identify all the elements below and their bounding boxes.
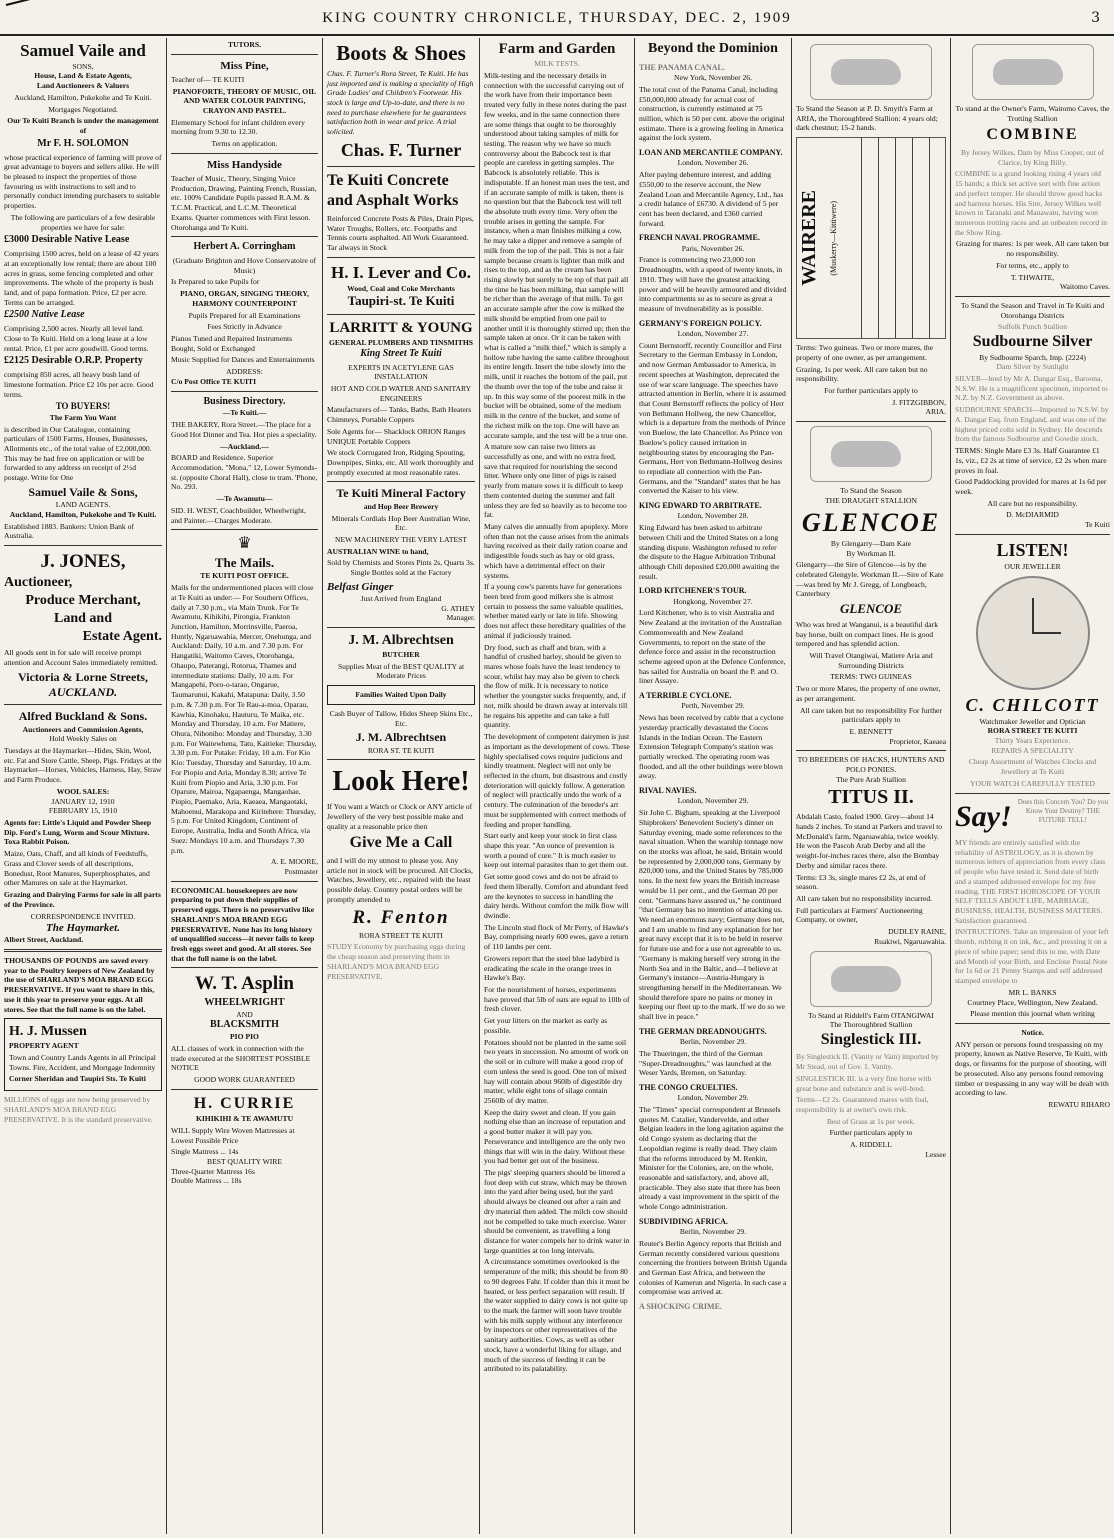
ad-text: The following are particulars of a few desirable properties we have for sale: <box>10 212 156 232</box>
ad-text: EXPERTS IN ACETYLENE GAS INSTALLATION <box>348 362 454 382</box>
ad-text: ECONOMICAL housekeepers are now preparing to put down their supplies of preserved eggs. There is no preservative like SHARLAND'S MOA BRAND EGG PRESERVATIVE. None has its long history of unqualified success—it never fails to keep fresh eggs sweet and good. At all stores. See that the full name is on the label. <box>171 885 315 963</box>
ad-text: By Jersey Wilkes, Dam by Miss Cooper, out of Clarice, by King Billy. <box>960 147 1105 167</box>
ad-text: Elementary School for infant children every morning from 9.30 to 12.30. <box>171 117 305 137</box>
ad-text: Just Arrived from England <box>360 593 442 603</box>
ad-text: We stock Corrugated Iron, Ridging Spouting, Downpipes, Sinks, etc. All work thoroughly and promptly executed at most reasonable rates. <box>327 448 474 477</box>
ad-text: T. THWAITE, <box>1010 272 1055 282</box>
ad-text: Who was bred at Wanganui, is a beautiful dark bay horse, built on compact lines. He is good tempered and has splendid action. <box>796 619 939 649</box>
horse-illustration <box>810 426 932 482</box>
article-subhead: SUBDIVIDING AFRICA. <box>639 1216 728 1226</box>
ad-text: Comprising 2,500 acres. Nearly all level land. Close to Te Kuiti. Held on a long lease at a low rental. Price, £1 per acre goodwill. Good terms. <box>4 324 149 353</box>
ad-text: comprising 850 acres, all heavy bush land of limestone formation. Price £2 10s per acre. Good terms. <box>4 370 154 399</box>
ad-subhead: TO BUYERS! <box>55 401 111 412</box>
ad-text: REPAIRS A SPECIALITY <box>991 745 1074 755</box>
ad-text: Auctioneers and Commission Agents, <box>22 724 144 734</box>
ad-text: (Graduate Brighton and Hove Conservatoire of Music) <box>172 256 317 275</box>
ad-text: A. E. MOORE, <box>270 857 318 867</box>
ad-text: King Street Te Kuiti <box>360 347 442 359</box>
horse-illustration <box>810 44 932 100</box>
ad-text: By Sudbourne Sparch, Imp. (2224) <box>979 352 1086 362</box>
ad-text: SINGLESTICK III. is a very fine horse with great bone and substance and is well-bred. <box>796 1073 932 1093</box>
section-head: TUTORS. <box>228 40 261 49</box>
ad-text: Auckland, Hamilton, Pukekohe and Te Kuiti. <box>14 92 152 102</box>
ad-text: SID. H. WEST, Coachbuilder, Wheelwright, and Painter.—Charges Moderate. <box>171 505 306 525</box>
ad-text: and Hop Beer Brewery <box>363 501 439 511</box>
ad-text: Manufacturers of— Tanks, Baths, Bath Heaters Chimneys, Portable Coppers <box>327 405 472 425</box>
horse-illustration <box>972 44 1094 100</box>
ad-text: GENERAL PLUMBERS AND TINSMITHS <box>329 338 473 348</box>
ad-text: D. McDIARMID <box>1006 510 1059 520</box>
ad-text: Tuesdays at the Haymarket—Hides, Skin, Wool, etc. Fat and Store Cattle, Sheep, Pigs. Fridays at the Haymarket—Horses, Vehicles, Harness, Hay, Straw and Farm Produce. <box>4 746 162 785</box>
column-2 <box>167 40 322 1534</box>
article-text: King Edward has been asked to arbitrate between Chili and the United States on a long standing dispute. Washington refused to refer the dispute to the Hague Arbitration Tribunal although Chili deposited £20,000 awaiting the result. <box>639 523 780 581</box>
ad-title: Victoria & Lorne Streets, <box>18 669 148 684</box>
ad-title: J. M. Albrechtsen <box>355 730 447 745</box>
ad-text: ADDRESS: <box>226 367 263 377</box>
ad-text: Established 1883. Bankers: Union Bank of Australia. <box>4 521 134 541</box>
ad-subhead: £2500 Native Lease <box>4 309 85 321</box>
ad-title: Sudbourne Silver <box>972 333 1093 351</box>
article-text: If a young cow's parents have for generations been bred from good milkers she is almost certain to possess the same valuable qualities, whether mated early or late in life. Showing does not affect these hereditary qualities of the animal if judiciously trained. <box>484 582 626 640</box>
article-text: Start early and keep your stock in first class shape this year. "An ounce of prevention is worth a pound of cure." It is much easier to keep out internal parasites than to get them out. <box>484 831 629 870</box>
ad-text: Terms: £3 3s, single mares £2 2s, at end of season. <box>796 872 926 892</box>
article-subhead: RIVAL NAVIES. <box>639 786 697 796</box>
ad-text: Reinforced Concrete Posts & Piles, Drain Pipes, Water Troughs, Rollers, etc. Footpaths and Tennis courts asphalted. All Work Guaranteed. Tar always in Stock <box>327 213 474 253</box>
article-subhead: KING EDWARD TO ARBITRATE. <box>639 501 762 511</box>
ad-subhead: The Farm You Want <box>49 412 117 422</box>
ad-text: Sold by Chemists and Stores Pints 2s, Quarts 3s. Single Bottles sold at the Factory <box>327 558 475 578</box>
ad-text: Terms—£2 2s. Guaranteed mares with foal, responsibility is at owner's own risk. <box>796 1095 929 1115</box>
article-subhead: THE CONGO CRUELTIES. <box>639 1082 738 1092</box>
ad-title: Miss Handyside <box>207 158 282 171</box>
article-text: Get your litters on the market as early as possible. <box>484 1016 608 1035</box>
stallion-name: WAIRERE <box>798 190 820 286</box>
ad-text: Single Mattress ... 14s <box>171 1147 239 1157</box>
ad-title: Estate Agent. <box>82 629 162 645</box>
article-text: Reuter's Berlin Agency reports that British and German recently considered various questions concerning the frontiers between British Uganda and German East Africa, and between the colonies of Kamerun and Nigeria. In each case a compromise was arrived at. <box>639 1238 787 1297</box>
masthead <box>0 0 1114 36</box>
ad-subhead: TE KUITI POST OFFICE. <box>200 571 289 581</box>
ad-subhead: £3000 Desirable Native Lease <box>4 234 130 246</box>
ad-text: CORRESPONDENCE INVITED. <box>30 911 136 921</box>
ad-text: Is Prepared to take Pupils for <box>171 277 260 287</box>
ad-subhead: —Te Kuiti.— <box>222 408 267 418</box>
ad-title: Boots & Shoes <box>336 41 466 65</box>
ad-text: PIO PIO <box>230 1032 259 1042</box>
ad-subhead: £2125 Desirable O.R.P. Property <box>4 355 143 367</box>
ad-text: LAND AGENTS. <box>55 500 111 510</box>
section-head: Business Directory. <box>203 395 286 407</box>
article-text: Keep the dairy sweet and clean. If you gain nothing else than an increase of reputation and a good butter maker it will pay you. Perseverance and intelligence are the only two things that will win in the dairy. Without these you had better get out of the business. <box>484 1107 626 1166</box>
ad-text: Mails for the undermentioned places will close at Te Kuiti as under:— For Southern Offices, daily at 7.30 p.m., via Main Trunk. For Te Awamutu, Kihikihi, Pirongia, Frankton Junction, Hamilton, Morrinsville, Paeroa, Huntly, Ngaruawahia, Mercer, Onehunga, and Auckland: Daily, 10 a.m. and 7.30 p.m. For Hangatiki, Waitomo Caves, Otorohanga, Ohaupo, Paterangi, Rotorua, Thames and intermediate stations: Daily, 10 a.m. For Mangapehi, Poro-o-tarao, Ongarue, Taumarunui, Kakahi, Matapuna: Daily, 3.50 p.m. & 7.30 p.m. For Te Rau-a-moa, Oparau, Kawhia, Kinohaku, Hauturu, Te Maika, etc. Monday and Thursday, 10 a.m. For Matiere, Ohura, Nihoniho: Monday and Thursday, 3.30 p.m. For Waitewhena, Tatu, Kaitieke: Thursday, 3.30 p.m. For Putake: Friday, 10 a.m. For Kio Kio: Tuesday, Thursday and Saturday, 10 a.m. For Piopio and Aria, Monday 8.30; arrive Te Kuiti from Piopio and Aria, 3.30 p.m. For Oparure, Mairoa, Ngapaenga, Mangaohae, Piopio, Paemako, Aria, Kaeaea, Mangaotaki, Mahoenui, Marakopa and Kiritehere: Thursday, 5 p.m. For United Kingdom, Continent of Europe, Australia, India and South Africa, via Suez: Mondays 10 a.m. and Thursdays 7.30 p.m. <box>171 583 317 855</box>
ad-text: Further particulars apply to <box>829 1128 913 1138</box>
dateline: London, November 29. <box>677 796 749 806</box>
article-subhead: GERMANY'S FOREIGN POLICY. <box>639 318 762 328</box>
stallion-sire: (Muskerry—Kittiwere) <box>828 200 838 276</box>
ad-title: LISTEN! <box>996 539 1069 560</box>
ad-text: PIANO, ORGAN, SINGING THEORY, HARMONY COUNTERPOINT <box>180 289 309 308</box>
ad-subhead: —Te Awamutu— <box>216 494 273 504</box>
ad-title: The Haymarket. <box>46 922 120 935</box>
ad-text: If You want a Watch or Clock or ANY article of Jewellery of the very best possible make and quality at a reasonable price then <box>327 802 473 831</box>
article-text: The total cost of the Panama Canal, including £50,000,000 already for actual cost of construction, is currently estimated at 75 million, which is 50 per cent. above the original estimate. There is a growing feeling in America against the lock system. <box>639 84 785 143</box>
ad-text: Mr F. H. SOLOMON <box>37 137 129 149</box>
ad-text: Sole Agents for— Shacklock ORION Ranges UNIQUE Portable Coppers <box>327 426 466 446</box>
ad-text: By Glengarry—Dam Kate <box>830 538 912 548</box>
ad-title: Samuel Vaile & Sons, <box>28 484 138 499</box>
ad-text: For terms, etc., apply to <box>996 260 1069 270</box>
ad-text: Terms on application. <box>211 139 278 149</box>
column-4 <box>480 40 634 1534</box>
ad-title: Land and <box>54 611 112 627</box>
ad-text: Land Auctioneers & Valuers <box>36 81 130 91</box>
dateline: London, November 29. <box>677 1093 749 1103</box>
ad-title: Samuel Vaile and <box>20 41 146 60</box>
ad-text: Does this Concern You? Do you Know Your Destiny? THE FUTURE TELL! <box>1017 797 1108 824</box>
article-text: The development of competent dairymen is just as important as the development of cows. These highly specialised cows require judicious and kindly treatment. Neglect will not only be reflected in the churn, but disastrous and costly deterioration will quickly follow. A generation of neglect will practically undo the work of a century. The culmination of the breeder's art must be supplemented with correct methods of feeding and proper handling. <box>484 732 630 829</box>
ad-text: Grazing, 1s per week. All care taken but no responsibility. <box>796 364 928 384</box>
article-text: News has been received by cable that a cyclone yesterday practically devastated the Cocos Islands in the Indian Ocean. The Eastern Extension Telegraph Company's station was partially wrecked. The operating room was flooded, and all the other buildings were blown away. <box>639 713 784 781</box>
ad-text: THE DRAUGHT STALLION <box>824 495 918 505</box>
ad-text: By Workman II. <box>846 548 896 558</box>
ad-subhead: WOOL SALES: <box>56 786 110 796</box>
ad-text: BEST QUALITY WIRE <box>207 1157 282 1167</box>
ad-text: SUDBOURNE SPARCH—Imported to N.S.W. by A. Dangar Esq. from England, and was one of the highest priced colts sold in Sydney. He descends from the famous Sudbourne and Gowdie stock. <box>955 405 1109 444</box>
ad-text: Hold Weekly Sales on <box>49 734 117 744</box>
ad-text: Families Waited Upon Daily <box>327 685 475 705</box>
ad-text: Proprietor, Kaeaea <box>889 736 946 746</box>
article-subhead: LOAN AND MERCANTILE COMPANY. <box>639 148 783 158</box>
dateline: Berlin, November 29. <box>679 1037 747 1047</box>
ad-title: Singlestick III. <box>820 1030 922 1048</box>
ad-text: Good Paddocking provided for mares at 1s 6d per week. <box>955 477 1107 496</box>
ad-title: Taupiri-st. Te Kuiti <box>347 293 455 309</box>
ad-text: BLACKSMITH <box>210 1019 279 1031</box>
ad-text: HOT AND COLD WATER AND SANITARY ENGINEERS <box>330 383 472 403</box>
ad-text: All care taken but no responsibility For further particulars apply to <box>800 705 942 725</box>
ad-title: Belfast Ginger <box>327 580 394 593</box>
ad-title: Look Here! <box>332 766 470 798</box>
ad-text: MILLIONS of eggs are now being preserved by SHARLAND'S MOA BRAND EGG PRESERVATIVE. It is the standard preservative. <box>4 1095 153 1124</box>
ad-text: ALL classes of work in connection with the trade executed at the SHORTEST POSSIBLE NOTICE <box>171 1043 311 1073</box>
pedigree-grid <box>845 138 945 338</box>
ad-title: H. CURRIE <box>193 1094 296 1112</box>
article-subhead: MILK TESTS. <box>534 59 580 69</box>
ad-text: Our Te Kuiti Branch is under the management of <box>7 116 159 136</box>
ad-title: Chas. F. Turner <box>340 139 462 160</box>
ad-text: Waitomo Caves. <box>1059 282 1110 292</box>
dateline: London, November 26. <box>677 158 749 168</box>
ad-title: Auctioneer, <box>4 575 73 591</box>
ad-text: A. RIDDELL <box>850 1140 892 1150</box>
article-text: The Lincoln stud flock of Mr Perry, of Hawke's Bay, comprising nearly 600 ewes, gave a return of 110 lambs per cent. <box>484 922 629 952</box>
ad-title: J. JONES, <box>40 551 126 573</box>
ad-text: To Stand the Season and Travel in Te Kuiti and Otorohanga Districts <box>960 300 1105 320</box>
article-text: Many calves die annually from apoplexy. More often than not the cause arises from the animals having received as their daily ration coarse and indigestible foods such as hay or old grass, which have a detrimental effect on their systems. <box>484 521 629 580</box>
ad-title: AUCKLAND. <box>48 684 118 699</box>
ad-text: THOUSANDS OF POUNDS are saved every year to the Poultry keepers of New Zealand by the use of SHARLAND'S MOA BRAND EGG PRESERVATIVE. If you want to share in this, use it this year to preserve your eggs. At all stores. See that the full name is on the label. <box>4 956 155 1014</box>
ad-title: Miss Pine, <box>220 59 269 72</box>
crown-icon: ♛ <box>237 535 252 553</box>
ad-text: WILL Supply Wire Woven Mattresses at Lowest Possible Price <box>171 1125 295 1145</box>
ad-text: Grazing and Dairying Farms for sale in all parts of the Province. <box>4 890 161 909</box>
ad-title: Te Kuiti Mineral Factory <box>336 486 466 501</box>
ad-title: Say! <box>955 799 1012 833</box>
article-text: The pigs' sleeping quarters should be littered a foot deep with cut straw, which may be thrown into the yard after being used, but the yard should always be cleaned out after a rain and dry material then added. The milch cow should not be compelled to take much exercise. Water should be convenient, as travelling a long distance for water compels her to drink water in large quantities at too long intervals. <box>484 1167 630 1255</box>
ad-text: For further particulars apply to <box>824 386 918 396</box>
dateline: New York, November 26. <box>673 73 753 83</box>
ad-text: INSTRUCTIONS. Take an impression of your left thumb, rubbing it on ink, &c., and pressing it on a piece of white paper; send this to me, with Date and Month of your Birth, and Enclose Postal Note for 1s 6d or 21 Penny Stamps and self addressed stamped envelope to <box>955 927 1109 986</box>
ad-text: Double Mattress ... 18s <box>171 1176 242 1186</box>
ad-text: Albert Street, Auckland. <box>4 935 84 945</box>
masthead-slash <box>6 0 53 6</box>
ad-text: To Stand the Season <box>840 486 902 496</box>
ad-text: All care taken but no responsibility incurred. <box>796 893 933 903</box>
ad-text: The Pure Arab Stallion <box>836 774 906 784</box>
ad-text: Dam Silver by Sunlight <box>996 362 1069 372</box>
ad-text: whose practical experience of farming will prove of great advantage to buyers and sellers alike. He will be pleased to inspect the properties of those favouring us with instructions to sell and to personally conduct intending purchasers to suitable properties. <box>4 152 162 211</box>
ad-text: RORA STREET TE KUITI <box>987 726 1078 736</box>
ad-text: To Stand the Season at P. D. Smyth's Farm at ARIA, the Thoroughbred Stallion: 4 years old; dark chestnut; 15-2 hands. <box>796 104 938 133</box>
ad-text: Please mention this journal when writing <box>970 1009 1095 1019</box>
ad-text: THE BAKERY, Rora Street.—The place for a Good Hot Dinner and Tea. Hot pies a speciality. <box>171 420 317 439</box>
ad-text: Cash Buyer of Tallow, Hides Sheep Skins Etc., Etc. <box>329 708 473 728</box>
ad-text: All goods sent in for sale will receive prompt attention and Account Sales immediately remitted. <box>4 648 158 667</box>
article-text: Get some good cows and do not be afraid to feed them liberally. Comfort and abundant feed are the keynotes to success in handling the dairy herds. Without comfort the milk flow will dwindle. <box>484 872 629 920</box>
ad-text: Three-Quarter Mattress 16s <box>171 1166 255 1176</box>
ad-title: Produce Merchant, <box>25 593 141 609</box>
article-text: A mature sow can raise two litters as successfully as one, and with no extra feed, save that required for nourishing the second litter. Where only one litter of pigs is raised yearly from mature sows it is difficult to keep them contented during the summer and fall unless they are fed so heavily as to become too fat. <box>484 442 627 520</box>
ad-text: Te Kuiti <box>1085 520 1110 530</box>
page-number: 3 <box>1091 10 1100 26</box>
dateline: London, November 27. <box>677 328 749 338</box>
article-text: The Thueringen, the third of the German "Super-Dreadnoughts," was launched at the Weser Yards, Bremen, on Saturday. <box>639 1048 772 1078</box>
ad-title: The Mails. <box>214 554 275 570</box>
ad-text: C/o Post Office TE KUITI <box>171 376 257 386</box>
ad-text: Minerals Cordials Hop Beer Australian Wine, Etc. <box>331 513 471 533</box>
horse-illustration <box>810 951 932 1007</box>
ad-text: AND <box>236 1009 253 1019</box>
ad-text: Teacher of— TE KUITI <box>171 74 245 84</box>
ad-text: Suffolk Punch Stallion <box>997 322 1068 332</box>
dateline: Perth, November 29. <box>681 701 745 711</box>
article-text: Count Bernstorff, recently Councillor and First Secretary to the German Embassy in London, and now German Ambassador to America, in recent speeches at Washington, deprecated the use of war scare language. The speeches have attracted attention in Berlin, where it is assumed that Count Bernstorff reflects the policy of Herr von Bethmann Hollweg, the new Chancellor, which is a departure from the methods of Prince von Buelow, the late Chancellor. As Prince von Buelow's policy caused irritation in neighbouring states by encouraging the Pan-Germans, Herr von Bethmann-Hollweg desires to repudiate all connection with the Pan-Germans, and the "Standard" states that he has converted the Kaiser to his view. <box>639 340 786 496</box>
ad-text: The Thoroughbred Stallion <box>829 1020 913 1030</box>
ad-text: All care but no responsibility. <box>987 498 1078 508</box>
ad-text: OUR JEWELLER <box>1004 561 1061 571</box>
ad-text: WHEELWRIGHT <box>204 996 285 1008</box>
ad-text: Glengarry—the Sire of Glencoe—is by the celebrated Glengyle. Workman II.—Sire of Kate—was bred by Mr J. Gregg, of Longbeach, Canterbury <box>796 560 944 599</box>
ad-title: H. J. Mussen <box>9 1024 87 1040</box>
ad-text: SILVER—bred by Mr A. Dangar Esq., Baroona, N.S.W. He is a magnificent specimen, imported to N.Z. by N.Z. Government as above. <box>955 374 1108 403</box>
section-head: Farm and Garden <box>498 41 616 57</box>
ad-text: MR L. BANKS <box>1008 987 1057 997</box>
ad-text: Pupils Prepared for all Examinations <box>188 310 301 320</box>
ad-text: Abdalah Casto, foaled 1900. Grey—about 14 hands 2 inches. To stand at Parkers and travel to McDonald's farm, Ngaruawahia, twice weekly. He won the Pascoh Arab Derby and all the weight-for-inches races there, also the Bombay Derby and similar races there. <box>796 812 943 870</box>
article-text: The "Times" special correspondent at Brussels quotes M. Catalier, Vandervelde, and other Belgian leaders in the long agitation against the old Congo system as declaring that the Leopoldian regime is really dead. They claim that the reforms introduced by M. Renkin, Minister for the Colonies, are, on the whole, reasonable and satisfactory, and, above all, practicable. They also state that there has been already a vast improvement in the spirit of the whole Congo administration. <box>639 1104 784 1212</box>
ad-title: COMBINE <box>986 126 1079 144</box>
ad-title: R. Fenton <box>352 907 450 929</box>
ad-text: Full particulars at Farmers' Auctioneering Company, or owner, <box>796 905 923 925</box>
pedigree-table <box>796 137 946 339</box>
ad-text: REWATU RIHARO <box>1048 1099 1110 1109</box>
ad-text: Thirty Years Experience. <box>994 736 1071 746</box>
dateline: London, November 28. <box>677 511 749 521</box>
ad-text: Comprising 1500 acres, held on a lease of 42 years at an exceptionally low rental; there are about 100 acres in grass, some fencing completed and other improvements. The whole of the property is bush land, and of papa formation. Price, £2 per acre. Terms can be arranged. <box>4 249 159 307</box>
ad-text: Terms: Two guineas. Two or more mares, the property of one owner, as per arrangement. <box>796 343 934 362</box>
ad-text: Cheap Assortment of Watches Clocks and Jewellery at Te Kuiti <box>968 757 1097 777</box>
ad-text: SONS, <box>72 61 94 71</box>
article-text: Lord Kitchener, who is to visit Australia and New Zealand at the invitation of the Australian Commonwealth and New Zealand Governments, to report on the state of the defence force and assist in the reconstruction scheme agreed upon at the Defence Conference, has sailed for Australia on board the P. and O. liner Assaye. <box>639 608 786 686</box>
ad-text: Mortgages Negotiated. <box>48 104 118 114</box>
article-subhead: LORD KITCHENER'S TOUR. <box>639 586 747 596</box>
ad-text: RORA STREET TE KUITI <box>359 930 443 940</box>
article-text: Dry food, such as chaff and bran, with a handful of crushed barley, should be given to mares whose foals have the least tendency to scour, whilst hay may also be given to check the flow of milk. It is necessary to notice whether the youngster sucks frequently, and, if not, milk should be drawn away at intervals till he regains his appetite and can take a full quantity. <box>484 642 628 730</box>
dateline: Berlin, November 29. <box>679 1227 747 1237</box>
article-text: Growers report that the steel blue ladybird is eradicating the scale in the orange trees in Hawke's Bay. <box>484 953 620 983</box>
newspaper-title: KING COUNTRY CHRONICLE, THURSDAY, DEC. 2, 1909 <box>322 10 792 26</box>
ad-text: is described in Our Catalogue, containing particulars of 1500 Farms, Houses, Businesses, Allotments etc., of the total value of £2,000,000. This may be had free on application or will be forwarded to any address on receipt of 2½d postage. Write for One <box>4 424 152 483</box>
ad-text: JANUARY 12, 1910 <box>51 796 115 806</box>
ad-text: To Stand at Riddell's Farm OTANGIWAI <box>808 1010 934 1020</box>
ad-text: Supplies Meat of the BEST QUALITY at Moderate Prices <box>337 661 465 681</box>
ad-text: Town and Country Lands Agents in all Principal Towns. Fire, Accident, and Mortgage Indemnity <box>9 1052 156 1072</box>
article-text: Potatoes should not be planted in the same soil two years in succession. No amount of work on the soil or in culture will make a good crop of corn unless the seed is good. One ton of mixed hay will contain about 960lb of digestible dry matter, while eight tons of silage contain 2560lb of dry matter. <box>484 1037 629 1105</box>
article-text: Sir John C. Bigham, speaking at the Liverpool Shipbrokers' Benevolent Society's dinner on Saturday evening, made some references to the naval situation. When the warship tonnage now on the stocks was afloat, he said, Britain would be represented by 2,000,000 tons, Germany by 820,000 tons, and the United States by 785,000 tons. In the next few years the British increase would be 11 per cent., and the German 20 per cent. "Germans have assured us," he continued "that Germany has no intention of attacking us. We need an enormous navy; Germany does not, and I am unable to find any explanation for her great navy except that it is to be held in reserve for future use and for a use not agreeable to us. "Germany is making herself very strong in the North Sea and in the Baltic, and—I believe at Germany's instance—Austria-Hungary is strengthening herself in the Mediterranean. We should therefore spare no pains or money in keeping our fleet up to the mark. If we do so we shall live in peace." <box>639 808 785 1022</box>
ad-text: PROPERTY AGENT <box>9 1041 79 1051</box>
ad-text: YOUR WATCH CAREFULLY TESTED <box>969 778 1096 788</box>
ad-text: Maize, Oats, Chaff, and all kinds of Feedstuffs, Grass and Clover seeds of all descriptions, Bonedust, Root Manures, Superphosphates, and other Manures on sale at the Haymarket. <box>4 849 150 888</box>
article-subhead: THE PANAMA CANAL. <box>639 62 725 72</box>
ad-title: TITUS II. <box>828 785 914 808</box>
ad-title: Te Kuiti Concrete and Asphalt Works <box>327 171 459 210</box>
ad-text: MY friends are entirely satisfied with the reliability of ASTROLOGY, as it is shown by numerous letters of appreciation from every class of people who have tested it. Send date of birth and a stamped addressed envelope for my free reading. THE FIRST HOROSCOPE OF YOUR SELF TELLS ABOUT LIFE, MARRIAGE, BUSINESS, HEALTH, BUSINESS MATTERS. Satisfaction guaranteed. <box>955 838 1106 925</box>
section-head: Beyond the Dominion <box>648 41 778 56</box>
ad-text: Lessee <box>925 1149 946 1159</box>
ad-title: Alfred Buckland & Sons. <box>18 709 148 724</box>
ad-text: Courtney Place, Wellington, New Zealand. <box>967 997 1098 1007</box>
ad-text: Best of Grass at 1s per week. <box>826 1116 916 1126</box>
ad-text: TO BREEDERS OF HACKS, HUNTERS AND POLO PONIES. <box>797 755 945 775</box>
clock-illustration <box>976 576 1090 690</box>
dateline: Hongkong, November 27. <box>673 596 753 606</box>
article-text: After paying debenture interest, and adding £550,00 to the reserve account, the New Zealand Loan and Mercantile Agency, Ltd., has a credit balance of £6730. A dividend of 5 per cent has been declared, and £360 carried forward. <box>639 170 784 228</box>
ad-text: Manager. <box>446 613 475 623</box>
ad-title: Herbert A. Corringham <box>193 241 296 253</box>
article-subhead: A TERRIBLE CYCLONE. <box>639 691 732 701</box>
ad-title: Notice. <box>1021 1027 1044 1037</box>
column-3 <box>323 40 479 1534</box>
column-7 <box>951 40 1114 1534</box>
ad-subhead: —Auckland.— <box>220 441 269 451</box>
column-1 <box>0 40 166 1534</box>
ad-text: Watchmaker Jeweller and Optician <box>979 716 1086 726</box>
article-subhead: FRENCH NAVAL PROGRAMME. <box>639 233 760 243</box>
ad-text: Agents for: Little's Liquid and Powder Sheep Dip. Ford's Lung, Worm and Scour Mixture. Toxa Rabbit Poison. <box>4 818 152 847</box>
ad-text: ANY person or persons found trespassing on my property, known as Native Reserve, Te Kuiti, with dogs, or firearms for the purpose of shooting, will be prosecuted. Also any persons found removing timber or trespassing in any way will be dealt with according to law. <box>955 1039 1109 1098</box>
ad-text: RORA ST. TE KUITI <box>367 745 435 755</box>
ad-title: LARRITT & YOUNG <box>329 319 473 336</box>
ad-text: TERMS: Single Mare £3 3s. Half Guarantee £1 1s, viz., £2 2s at time of service, £2 2s when mare proves in foal. <box>955 446 1107 475</box>
ad-text: and I will do my utmost to please you. Any article not in stock will be procured. All Clocks, Watches, Jewellery, etc., repaired with the least possible delay. Country postal orders will be promptly attended to <box>327 855 473 904</box>
ad-text: BOARD and Residence. Superior Accommodation. "Mona," 12, Lower Symonds-st. (opposite Choral Hall), close to tram. 'Phone, No. 293. <box>171 453 318 492</box>
ad-text: By Singlestick II. (Vanity or Vain) imported by Mr Stead, out of Gov. 1. Vanity. <box>796 1052 939 1072</box>
ad-text: Postmaster <box>284 867 318 876</box>
ad-text: Will Travel Otangiwai, Matiere Aria and Surrounding Districts <box>809 650 933 670</box>
ad-title: J. M. Albrechtsen <box>348 633 454 649</box>
ad-text: Music Supplied for Dances and Entertainments <box>171 355 315 365</box>
ad-text: Two or more Mares, the property of one owner, as per arrangement. <box>796 684 941 703</box>
column-6 <box>792 40 950 1534</box>
ad-title: Give Me a Call <box>349 834 453 852</box>
article-text: France is commencing two 23,000 ton Dreadnoughts, with a speed of twenty knots, in 1910. They will have the greatest attacking power and will be heavily armoured and divided into compartments so as to secure as great a measure of invulnerability as is possible. <box>639 255 787 313</box>
article-subhead: THE GERMAN DREADNOUGHTS. <box>639 1026 767 1036</box>
ad-text: Teacher of Music, Theory, Singing Voice Production, Drawing, Painting French, Russian, etc. 100% Candidate Pupils passed R.A.M. & T.C.M. Practical, and L.C.M. Theoretical Exams. Quarter commences with First lesson. Otorohanga and Te Kuiti. <box>171 173 317 232</box>
ad-box <box>4 1018 162 1091</box>
ad-text: Chas. F. Turner's Rora Street, Te Kuiti. He has just imported and is making a speciality of High Grade Ladies' and Children's Footwear. His stock is large and Up-to-date, and there is no need to purchase elsewhere for he guarantees satisfaction both in wear and price. A trial solicited. <box>327 68 474 137</box>
dateline: Paris, November 26. <box>681 243 745 253</box>
ad-title: W. T. Asplin <box>195 973 294 995</box>
ad-text: GOOD WORK GUARANTEED <box>194 1074 295 1084</box>
article-subhead: A SHOCKING CRIME. <box>639 1302 722 1312</box>
column-5 <box>635 40 791 1534</box>
ad-text: BUTCHER <box>382 649 420 659</box>
ad-text: To stand at the Owner's Farm, Waitomo Caves, the Trotting Stallion <box>955 104 1110 123</box>
ad-text: Fees Strictly in Advance <box>207 322 282 332</box>
ad-text: Pianos Tuned and Repaired Instruments Bought, Sold or Exchanged <box>171 334 293 353</box>
ad-text: TERMS: TWO GUINEAS <box>830 672 912 682</box>
say-ad <box>955 798 1110 836</box>
ad-text: COMBINE is a grand looking rising 4 years old 15 hands; a thick set active sort with fine action and perfect temper. He should throw good hacks and harness horses. His Sire, Jersey Wilkes well known in Taranaki and Manawatu, having won numerous trotting races and an unbeaten record in the Show Ring. <box>955 169 1108 237</box>
ad-title: C. CHILCOTT <box>965 694 1100 715</box>
ad-text: DUDLEY RAINE, <box>888 927 946 937</box>
ad-text: STUDY Economy by purchasing eggs during the cheap season and preserving them in SHARLAND'S MOA BRAND EGG PRESERVATIVE. <box>327 942 466 981</box>
article-text: Milk-testing and the necessary details in connection with the successful carrying out of the work have from their importance been treated very fully in these notes during the past few weeks, and in the same connection there are some things that ought to be thoroughly understood about taking samples of milk for testing. The reason why we have so much controversy about the Babcock test is that people are careless in getting samples. The Babcock is absolutely reliable. This is indisputable. If an honest man uses the test, and if an accurate sample of milk is taken, there is no question but that the Babcock test will tell the absolute truth every time. Very often the trouble arises in getting the sample. For instance, when a man finishes milking a cow, he may take a dipper and remove a sample of milk from the top of the pail. This is not a fair sample because cream is lighter than milk and rises to the top, and as the cream has been rising slowly but surely to be top of that pail all the time he has been milking, that sample will be richer than the average of that milk. To get an accurate sample after the cow is milked the milk should be emptied from one pail to another until it is thoroughly stirred up; then the sample taken at once. Or it can be taken with what is called a "milk thief," which is simply a hollow tube having the same calibre throughout its entire length. Insert the tube slowly into the milk, until it reaches the bottom of the pail, put the thumb over the top of the tube and raise it up. In this way some of the poorest milk in the bucket will be obtained, some of the medium milk in the centre of the bucket, and some of the richest milk on the top. One will have an accurate sample, and the test will be a true one. <box>484 70 630 440</box>
ad-title: H. I. Lever and Co. <box>331 262 471 282</box>
ad-text: House, Land & Estate Agents, <box>34 71 132 81</box>
article-text: A circumstance sometimes overlooked is the temperature of the milk; this should be from 80 to 90 degrees Fahr. If colder than this it must be heated, or less perfect separation will result. If the water supplied to dairy cows is not quite up to the mark the farmer will soon have trouble with his milk supply without any interference by inspectors or other representatives of the sanitary authorities. Cows, as well as other stock, have a wonderful liking for silage, and much of the success of feeding it can be attributed to its palatability. <box>484 1257 630 1374</box>
ad-text: ARIA. <box>925 407 946 417</box>
ad-text: PIANOFORTE, THEORY OF MUSIC, OIL AND WATER COLOUR PAINTING, CRAYON AND PASTEL. <box>172 86 317 115</box>
ad-text: Corner Sheridan and Taupiri Sts. Te Kuiti <box>9 1074 146 1084</box>
ad-text: E. BENNETT <box>849 727 893 737</box>
ad-text: Auckland, Hamilton, Pukekohe and Te Kuiti. <box>9 509 157 519</box>
ad-text: KIHIKIHI & TE AWAMUTU <box>195 1114 294 1124</box>
ad-text: AUSTRALIAN WINE to hand, <box>327 546 429 556</box>
ad-text: NEW MACHINERY THE VERY LATEST <box>335 534 467 544</box>
ad-text: Wood, Coal and Coke Merchants <box>347 283 455 293</box>
ad-text: FEBRUARY 15, 1910 <box>48 806 118 816</box>
ad-text: J. FITZGIBBON, <box>892 397 946 407</box>
ad-title: GLENCOE <box>839 601 903 617</box>
ad-text: Grazing for mares: 1s per week. All care taken but no responsibility. <box>955 239 1110 259</box>
ad-text: G. ATHEY <box>441 603 475 613</box>
article-text: For the nourishment of horses, experiments have proved that 5lb of oats are equal to 10lb of fresh clover. <box>484 985 630 1014</box>
ad-title: GLENCOE <box>801 507 941 537</box>
ad-text: Ruakiwi, Ngaruawahia. <box>874 936 946 946</box>
